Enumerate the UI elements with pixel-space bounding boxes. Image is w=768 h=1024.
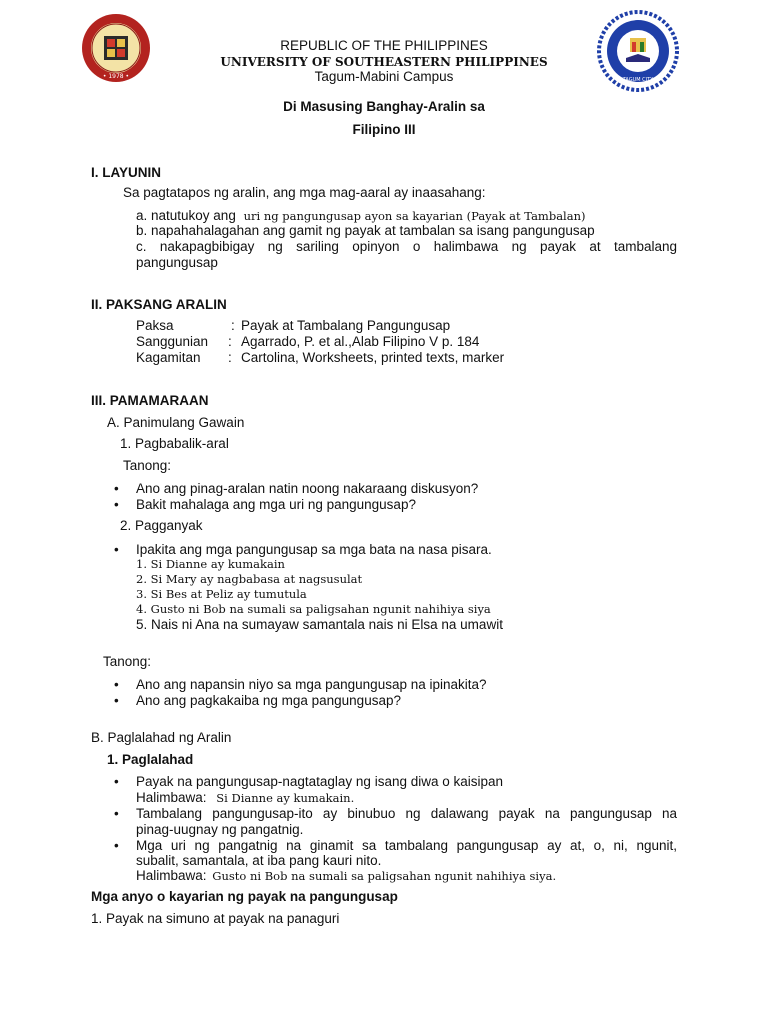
section-heading-pamamaraan: III. PAMAMARAAN: [91, 393, 209, 408]
payak-definition: • Payak na pangungusap-nagtataglay ng isang diwa o kaisipan: [136, 774, 503, 789]
layunin-c-line1: c. nakapagbibigay ng sariling opinyon o halimbawa ng payak at tambalang: [136, 239, 677, 254]
pangatnig-line2: subalit, samantala, at iba pang kauri nito.: [136, 853, 382, 868]
layunin-a-prefix: a. natutukoy ang: [136, 208, 236, 223]
pangatnig-example-text: Gusto ni Bob na sumali sa paligsahan ngunit nahihiya siya.: [212, 869, 557, 883]
tanong-label-2: Tanong:: [103, 654, 152, 669]
layunin-a: [136, 208, 585, 223]
anyo-heading: Mga anyo o kayarian ng payak na pangungusap: [91, 889, 398, 904]
tambalan-definition-line1: • Tambalang pangungusap-ito ay binubuo ng dalawang payak na pangungusap na: [136, 806, 677, 821]
question-4: • Ano ang pagkakaiba ng mga pangungusap?: [136, 693, 401, 708]
paksa-row: [136, 318, 174, 333]
example-sentence-2: 2. Si Mary ay nagbabasa at nagsusulat: [136, 572, 363, 586]
payak-example-text: Si Dianne ay kumakain.: [216, 791, 355, 805]
paksa-colon: :: [231, 318, 235, 333]
sanggunian-label: Sanggunian: [136, 334, 209, 349]
paksa-value: Payak at Tambalang Pangungusap: [241, 318, 451, 333]
paksa-label: Paksa: [136, 318, 174, 333]
question-1: • Ano ang pinag-aralan natin noong nakaraang diskusyon?: [136, 481, 478, 496]
panimulang-gawain: A. Panimulang Gawain: [107, 415, 245, 430]
pangatnig-example-label: Halimbawa:: [136, 868, 207, 883]
section-heading-layunin: I. LAYUNIN: [91, 165, 162, 180]
anyo-item-1: 1. Payak na simuno at payak na panaguri: [91, 911, 340, 926]
pangatnig-line1: • Mga uri ng pangatnig na ginamit sa tambalang pangungusap ay at, o, ni, ngunit,: [136, 838, 677, 853]
layunin-b: b. napahahalagahan ang gamit ng payak at tambalan sa isang pangungusap: [136, 223, 595, 238]
pangatnig-example: [136, 868, 556, 883]
sanggunian-value: Agarrado, P. et al.,Alab Filipino V p. 184: [241, 334, 480, 349]
svg-text:• 1978 •: • 1978 •: [102, 73, 130, 80]
layunin-a-text: uri ng pangungusap ayon sa kayarian (Payak at Tambalan): [243, 209, 586, 223]
payak-example: [136, 790, 354, 805]
header-campus: Tagum-Mabini Campus: [314, 69, 454, 84]
paglalahad-ng-aralin: B. Paglalahad ng Aralin: [91, 730, 232, 745]
section-heading-paksa: II. PAKSANG ARALIN: [91, 297, 227, 312]
document-title: Di Masusing Banghay-Aralin sa: [283, 99, 485, 114]
tambalan-definition-line2: pinag-uugnay ng pangatnig.: [136, 822, 304, 837]
document-subject: Filipino III: [352, 122, 416, 137]
payak-example-label: Halimbawa:: [136, 790, 207, 805]
kagamitan-colon: :: [228, 350, 232, 365]
example-sentence-1: 1. Si Dianne ay kumakain: [136, 557, 285, 571]
pagbabalik-aral: 1. Pagbabalik-aral: [120, 436, 229, 451]
example-sentence-3: 3. Si Bes at Peliz ay tumutula: [136, 587, 307, 601]
question-3: • Ano ang napansin niyo sa mga pangungusap na ipinakita?: [136, 677, 487, 692]
kagamitan-label: Kagamitan: [136, 350, 201, 365]
tanong-label-1: Tanong:: [123, 458, 172, 473]
pagganyak: 2. Pagganyak: [120, 518, 203, 533]
header-university: UNIVERSITY OF SOUTHEASTERN PHILIPPINES: [220, 55, 548, 69]
paglalahad: 1. Paglalahad: [107, 752, 194, 767]
example-sentence-4: 4. Gusto ni Bob na sumali sa paligsahan ngunit nahihiya siya: [136, 602, 491, 616]
ipakita-instruction: • Ipakita ang mga pangungusap sa mga bata na nasa pisara.: [136, 542, 492, 557]
sanggunian-colon: :: [228, 334, 232, 349]
svg-text:TAGUM CITY: TAGUM CITY: [622, 77, 654, 83]
layunin-intro: Sa pagtatapos ng aralin, ang mga mag-aaral ay inaasahang:: [123, 185, 486, 200]
question-2: • Bakit mahalaga ang mga uri ng pangungusap?: [136, 497, 416, 512]
kagamitan-value: Cartolina, Worksheets, printed texts, marker: [241, 350, 505, 365]
example-sentence-5: 5. Nais ni Ana na sumayaw samantala nais ni Elsa na umawit: [136, 617, 503, 632]
layunin-c-line2: pangungusap: [136, 255, 218, 270]
header-republic: REPUBLIC OF THE PHILIPPINES: [280, 38, 488, 53]
